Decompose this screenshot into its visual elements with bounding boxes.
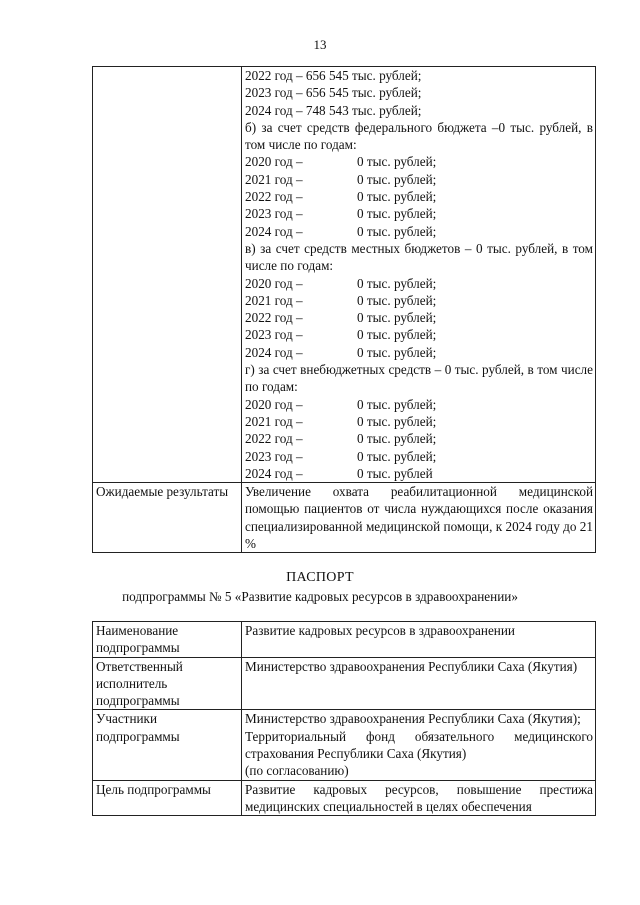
passport-title: ПАСПОРТ — [286, 570, 354, 585]
local-row — [245, 344, 593, 361]
year: 2024 год – — [245, 223, 303, 239]
amount: 0 тыс. рублей; — [357, 223, 437, 239]
extrabudget-row — [245, 413, 593, 430]
year: 2020 год – — [245, 396, 303, 412]
funding-row — [93, 67, 596, 483]
amount: 0 тыс. рублей; — [357, 189, 437, 205]
local-row — [245, 292, 593, 309]
expected-results-value: Увеличение охвата реабилитационной медицинской помощью пациентов от числа нуждающихся после оказания специализированной медицинской помощи, к 2024 году до 21 % — [242, 483, 596, 553]
funding-line: 2023 год – 656 545 тыс. рублей; — [245, 85, 422, 101]
amount: 0 тыс. рублей; — [357, 154, 437, 170]
year: 2020 год – — [245, 275, 303, 291]
passport-table — [92, 621, 596, 816]
passport-row — [93, 780, 596, 816]
passport-value — [242, 710, 596, 780]
passport-label: Участники подпрограммы — [93, 710, 242, 780]
expected-results-row — [93, 483, 596, 553]
amount: 0 тыс. рублей; — [357, 413, 437, 429]
federal-heading: б) за счет средств федерального бюджета –0 тыс. рублей, в том числе по годам: — [245, 119, 593, 153]
year: 2024 год – — [245, 344, 303, 360]
amount: 0 тыс. рублей; — [357, 327, 437, 343]
year: 2023 год – — [245, 206, 303, 222]
federal-row — [245, 205, 593, 222]
passport-row — [93, 710, 596, 780]
amount: 0 тыс. рублей — [357, 465, 433, 481]
year: 2023 год – — [245, 448, 303, 464]
passport-label: Ответственный исполнитель подпрограммы — [93, 657, 242, 710]
amount: 0 тыс. рублей; — [357, 310, 437, 326]
passport-row — [93, 657, 596, 710]
amount: 0 тыс. рублей; — [357, 275, 437, 291]
funding-line: 2024 год – 748 543 тыс. рублей; — [245, 102, 422, 118]
amount: 0 тыс. рублей; — [357, 344, 437, 360]
amount: 0 тыс. рублей; — [357, 292, 437, 308]
amount: 0 тыс. рублей; — [357, 206, 437, 222]
local-row — [245, 326, 593, 343]
local-heading: в) за счет средств местных бюджетов – 0 тыс. рублей, в том числе по годам: — [245, 240, 593, 274]
funding-value-cell — [242, 67, 596, 483]
passport-value: Развитие кадровых ресурсов, повышение престижа медицинских специальностей в целях обеспечения — [242, 780, 596, 816]
page-number: 13 — [313, 37, 327, 52]
passport-row — [93, 622, 596, 658]
amount: 0 тыс. рублей; — [357, 396, 437, 412]
amount: 0 тыс. рублей; — [357, 171, 437, 187]
funding-table — [92, 66, 596, 553]
passport-value: Развитие кадровых ресурсов в здравоохранении — [242, 622, 596, 658]
federal-row — [245, 153, 593, 170]
participant-line: Министерство здравоохранения Республики Саха (Якутия); — [245, 711, 581, 727]
passport-subtitle: подпрограммы № 5 «Развитие кадровых ресурсов в здравоохранении» — [122, 589, 518, 604]
extrabudget-row — [245, 465, 593, 482]
participant-line: (по согласованию) — [245, 763, 349, 779]
participant-line: Территориальный фонд обязательного медицинского страхования Республики Саха (Якутия) — [245, 728, 593, 762]
year: 2021 год – — [245, 292, 303, 308]
local-row — [245, 309, 593, 326]
extrabudget-row — [245, 430, 593, 447]
funding-label-cell — [93, 67, 242, 483]
year: 2024 год – — [245, 465, 303, 481]
extrabudget-row — [245, 448, 593, 465]
year: 2022 год – — [245, 310, 303, 326]
year: 2022 год – — [245, 431, 303, 447]
local-row — [245, 275, 593, 292]
extrabudget-heading: г) за счет внебюджетных средств – 0 тыс. рублей, в том числе по годам: — [245, 362, 593, 395]
year: 2020 год – — [245, 154, 303, 170]
federal-row — [245, 171, 593, 188]
passport-label: Цель подпрограммы — [93, 780, 242, 816]
year: 2021 год – — [245, 413, 303, 429]
year: 2021 год – — [245, 171, 303, 187]
year: 2022 год – — [245, 189, 303, 205]
amount: 0 тыс. рублей; — [357, 431, 437, 447]
federal-row — [245, 223, 593, 240]
amount: 0 тыс. рублей; — [357, 448, 437, 464]
federal-row — [245, 188, 593, 205]
passport-label: Наименование подпрограммы — [93, 622, 242, 658]
expected-results-label: Ожидаемые результаты — [93, 483, 242, 553]
passport-value: Министерство здравоохранения Республики Саха (Якутия) — [242, 657, 596, 710]
year: 2023 год – — [245, 327, 303, 343]
extrabudget-row — [245, 396, 593, 413]
funding-line: 2022 год – 656 545 тыс. рублей; — [245, 68, 422, 83]
